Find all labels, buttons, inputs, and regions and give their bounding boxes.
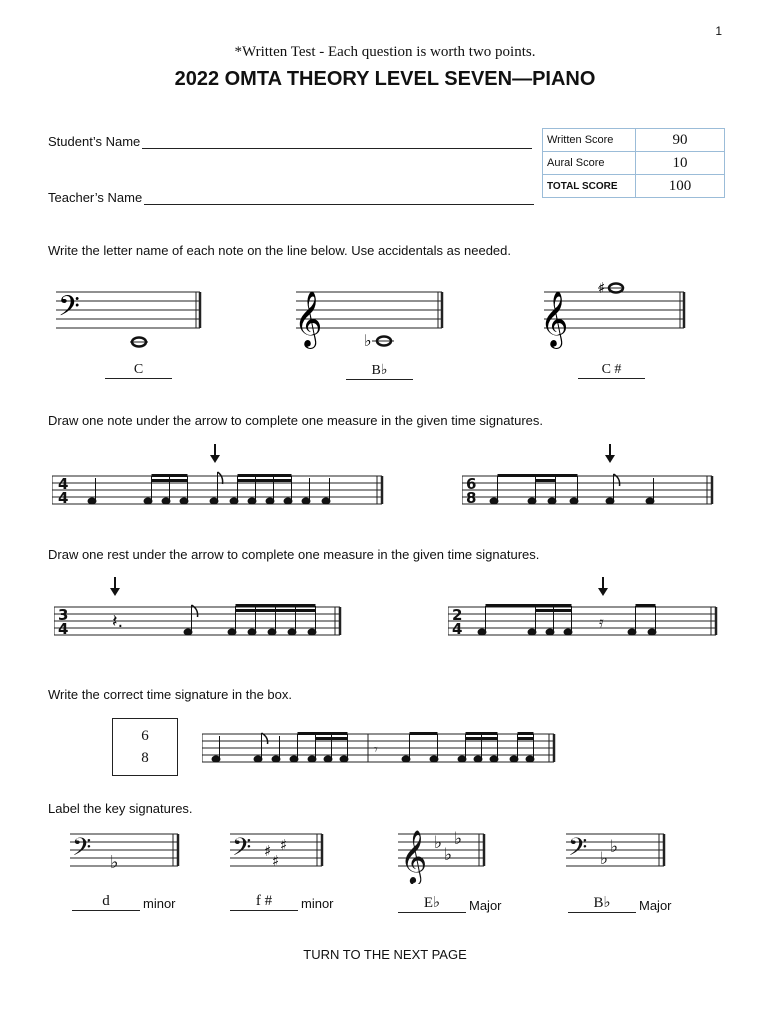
- svg-text:4: 4: [452, 620, 463, 638]
- teacher-name-line[interactable]: [144, 190, 534, 205]
- time-sig-bottom: 4: [58, 489, 69, 507]
- note-answer-2[interactable]: B♭: [346, 362, 413, 380]
- treble-clef-icon: 𝄞: [294, 291, 323, 347]
- rhythm-staff-3-4: [54, 575, 344, 645]
- time-signature-answer-box[interactable]: [112, 718, 178, 776]
- instruction-draw-note: Draw one note under the arrow to complete one measure in the given time signatures.: [48, 413, 543, 428]
- score-label: Written Score: [543, 129, 636, 152]
- rhythm-staff-no-time-sig: [202, 728, 558, 768]
- score-value: 100: [636, 175, 725, 198]
- score-value: 10: [636, 152, 725, 175]
- page-number: 1: [715, 24, 722, 38]
- key-answer-blank[interactable]: E♭: [398, 893, 466, 913]
- key-answer-suffix: Major: [639, 898, 672, 913]
- student-name-line[interactable]: [142, 134, 532, 149]
- note-answer-3[interactable]: C #: [578, 362, 645, 379]
- svg-text:𝄾: 𝄾: [374, 742, 378, 758]
- svg-text:♯: ♯: [264, 842, 272, 860]
- instruction-key-signatures: Label the key signatures.: [48, 801, 193, 816]
- quarter-rest-dotted: 𝄽.: [112, 611, 124, 632]
- svg-text:6: 6: [466, 475, 477, 493]
- page-title: 2022 OMTA THEORY LEVEL SEVEN—PIANO: [174, 68, 596, 90]
- key-staff-d-minor: [70, 826, 182, 876]
- rhythm-staff-4-4: [52, 442, 387, 512]
- bass-clef-icon: 𝄢: [232, 833, 252, 868]
- key-staff-f-sharp-minor: [230, 826, 326, 876]
- rhythm-staff-6-8: [462, 442, 717, 512]
- svg-text:♭: ♭: [454, 829, 463, 849]
- key-answer-1[interactable]: [72, 893, 176, 911]
- key-answer-blank[interactable]: f #: [230, 893, 298, 911]
- key-answer-suffix: minor: [301, 896, 334, 911]
- teacher-name-field[interactable]: [48, 190, 534, 205]
- rhythm-staff-2-4: [448, 575, 720, 645]
- footer-next-page: TURN TO THE NEXT PAGE: [303, 947, 467, 962]
- svg-text:4: 4: [58, 620, 69, 638]
- instruction-time-signature: Write the correct time signature in the box.: [48, 687, 292, 702]
- instruction-note-names: Write the letter name of each note on the line below. Use accidentals as needed.: [48, 243, 511, 258]
- staff-treble-note-2: [538, 280, 698, 360]
- key-answer-suffix: minor: [143, 896, 176, 911]
- teacher-name-label: Teacher’s Name: [48, 190, 143, 205]
- score-row-aural: [543, 152, 725, 175]
- down-arrow-icon: [605, 444, 615, 463]
- note-answer-1[interactable]: C: [105, 362, 172, 379]
- bass-clef-icon: 𝄢: [568, 833, 588, 868]
- svg-text:♭: ♭: [444, 845, 453, 865]
- score-table: [542, 128, 725, 198]
- test-subtitle: *Written Test - Each question is worth two points.: [234, 44, 536, 60]
- key-answer-3[interactable]: [398, 893, 502, 913]
- key-answer-blank[interactable]: B♭: [568, 893, 636, 913]
- svg-text:2: 2: [452, 606, 463, 624]
- flat-icon: ♭: [364, 331, 372, 350]
- key-answer-2[interactable]: [230, 893, 334, 911]
- key-staff-e-flat-major: [398, 820, 488, 884]
- score-row-written: [543, 129, 725, 152]
- staff-treble-note-1: [290, 280, 450, 360]
- svg-text:♭: ♭: [610, 837, 619, 857]
- key-staff-b-flat-major: [566, 826, 668, 876]
- svg-text:♯: ♯: [272, 852, 280, 870]
- score-label: Aural Score: [543, 152, 636, 175]
- score-value: 90: [636, 129, 725, 152]
- instruction-draw-rest: Draw one rest under the arrow to complete one measure in the given time signatures.: [48, 547, 540, 562]
- treble-clef-icon: 𝄞: [540, 291, 569, 347]
- key-answer-suffix: Major: [469, 898, 502, 913]
- staff-bass-note: [50, 280, 210, 360]
- svg-text:3: 3: [58, 606, 69, 624]
- time-signature-top: 6: [141, 728, 149, 744]
- score-row-total: [543, 175, 725, 198]
- down-arrow-icon: [598, 577, 608, 596]
- down-arrow-icon: [210, 444, 220, 463]
- bass-clef-icon: 𝄢: [58, 290, 80, 330]
- svg-text:♭: ♭: [600, 849, 609, 869]
- time-signature-bottom: 8: [141, 750, 149, 766]
- score-label: TOTAL SCORE: [543, 175, 636, 198]
- treble-clef-icon: 𝄞: [400, 829, 428, 883]
- down-arrow-icon: [110, 577, 120, 596]
- sharp-icon: ♯: [598, 280, 606, 297]
- sixteenth-rest: 𝄿: [599, 613, 604, 631]
- key-answer-4[interactable]: [568, 893, 672, 913]
- flat-icon: ♭: [110, 852, 119, 873]
- student-name-field[interactable]: [48, 134, 532, 149]
- svg-text:♭: ♭: [434, 833, 443, 853]
- svg-text:8: 8: [466, 489, 477, 507]
- student-name-label: Student’s Name: [48, 134, 141, 149]
- svg-text:♯: ♯: [280, 836, 288, 854]
- time-sig-top: 4: [58, 475, 69, 493]
- sharp-icon: [264, 836, 287, 870]
- key-answer-blank[interactable]: d: [72, 893, 140, 911]
- bass-clef-icon: 𝄢: [72, 833, 92, 868]
